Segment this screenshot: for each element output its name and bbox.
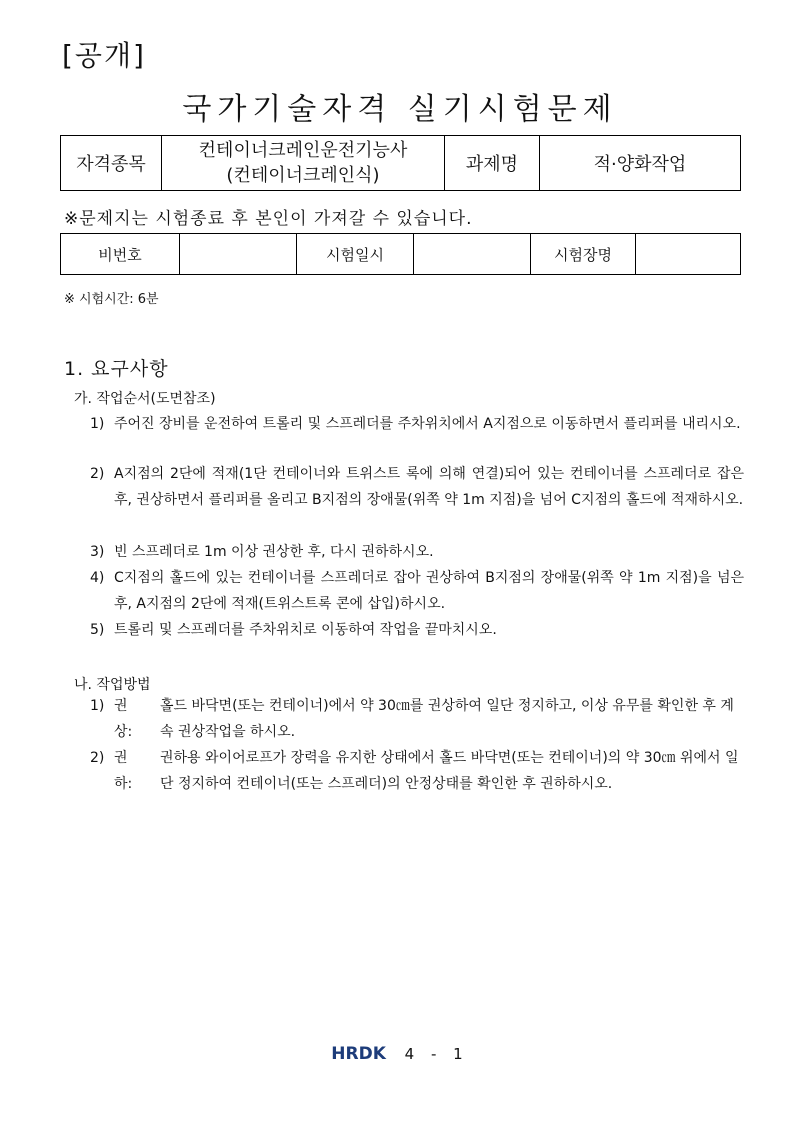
item-text: 트롤리 및 스프레더를 주차위치로 이동하여 작업을 끝마치시오. [114, 622, 497, 638]
grade-name-line2: (컨테이너크레인식) [226, 165, 380, 186]
item-text: 주어진 장비를 운전하여 트롤리 및 스프레더를 주차위치에서 A지점으로 이동하면서 플리퍼를 내리시오. [114, 416, 741, 432]
page-footer [0, 1044, 800, 1064]
method-text: 홀드 바닥면(또는 컨테이너)에서 약 30㎝를 권상하여 일단 정지하고, 이상 유무를 확인한 후 계속 권상작업을 하시오. [160, 698, 734, 740]
item-number: 1) [90, 698, 105, 714]
item-number: 4) [90, 570, 105, 586]
item-number: 2) [90, 750, 105, 766]
notice-text: ※문제지는 시험종료 후 본인이 가져갈 수 있습니다. [64, 209, 473, 229]
place-label: 시험장명 [531, 234, 636, 275]
task-label: 과제명 [445, 136, 540, 191]
number-label: 비번호 [61, 234, 180, 275]
item-text: A지점의 2단에 적재(1단 컨테이너와 트위스트 록에 의해 연결)되어 있는 컨테이너를 스프레더로 잡은 후, 권상하면서 플리퍼를 올리고 B지점의 장애물(위쪽 약 1m 지점)을 넘어 C지점의 홀드에 적재하시오. [114, 466, 744, 508]
grade-label: 자격종목 [61, 136, 162, 191]
item-number: 5) [90, 622, 105, 638]
place-field[interactable] [636, 234, 741, 275]
item-text: 빈 스프레더로 1m 이상 권상한 후, 다시 권하하시오. [114, 544, 434, 560]
number-field[interactable] [180, 234, 297, 275]
exam-info-table [60, 233, 741, 275]
task-name: 적·양화작업 [540, 136, 741, 191]
public-tag: [공개] [62, 39, 146, 72]
method-label: 권상: [114, 698, 133, 740]
item-text: C지점의 홀드에 있는 컨테이너를 스프레더로 잡아 권상하여 B지점의 장애물(위쪽 약 1m 지점)을 넘은 후, A지점의 2단에 적재(트위스트록 콘에 삽입)하시오. [114, 570, 744, 612]
method-label: 권하: [114, 750, 133, 792]
section-heading: 1. 요구사항 [64, 358, 169, 380]
item-number: 1) [90, 416, 105, 432]
date-field[interactable] [414, 234, 531, 275]
page-number: 4 - 1 [404, 1045, 469, 1063]
item-number: 3) [90, 544, 105, 560]
time-note: ※ 시험시간: 6분 [64, 292, 159, 307]
grade-name-line1: 컨테이너크레인운전기능사 [198, 140, 408, 161]
hrdk-logo: HRDK [331, 1044, 386, 1064]
method-text: 권하용 와이어로프가 장력을 유지한 상태에서 홀드 바닥면(또는 컨테이너)의 약 30㎝ 위에서 일단 정지하여 컨테이너(또는 스프레더)의 안정상태를 확인한 후 권하하시오. [160, 750, 739, 792]
grade-name [162, 136, 445, 191]
item-number: 2) [90, 466, 105, 482]
subsection-a-heading: 가. 작업순서(도면참조) [74, 391, 216, 407]
page-title: 국가기술자격 실기시험문제 [182, 92, 618, 127]
date-label: 시험일시 [297, 234, 414, 275]
qualification-table [60, 135, 741, 191]
subsection-b-heading: 나. 작업방법 [74, 677, 151, 693]
